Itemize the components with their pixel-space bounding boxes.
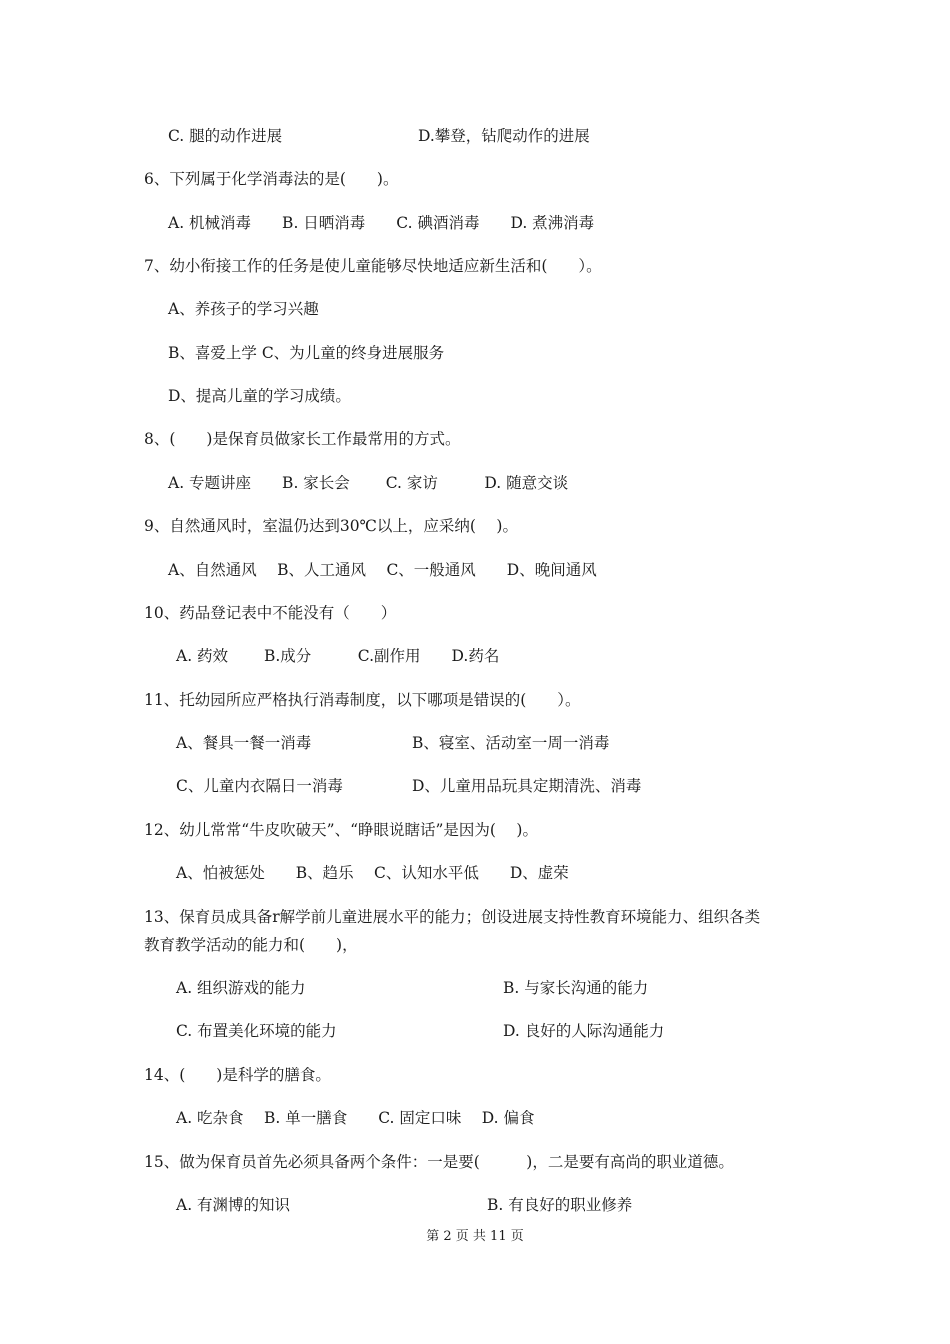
answer-option: D、提高儿童的学习成绩。: [168, 387, 351, 405]
answer-option: A. 吃杂食 B. 单一膳食 C. 固定口味 D. 偏食: [176, 1109, 535, 1127]
answer-option: A、怕被惩处 B、趋乐 C、认知水平低 D、虚荣: [176, 864, 569, 882]
answer-option: D. 良好的人际沟通能力: [503, 1022, 665, 1040]
question-text: 9、自然通风时，室温仍达到30℃以上，应采纳( )。: [144, 517, 518, 535]
answer-option: A. 药效 B.成分 C.副作用 D.药名: [176, 647, 500, 665]
question-text: 6、下列属于化学消毒法的是( )。: [144, 170, 399, 188]
page-footer: 第 2 页 共 11 页: [426, 1229, 524, 1244]
answer-option: C、儿童内衣隔日一消毒: [176, 777, 343, 795]
question-text: 10、药品登记表中不能没有（ ）: [144, 604, 397, 622]
answer-option: A. 组织游戏的能力: [176, 979, 306, 997]
question-text: 12、幼儿常常“牛皮吹破天”、“睁眼说瞎话”是因为( )。: [144, 821, 538, 839]
question-text: 14、( )是科学的膳食。: [144, 1066, 331, 1084]
question-text: 11、托幼园所应严格执行消毒制度，以下哪项是错误的( ）。: [144, 691, 581, 709]
question-text: 7、幼小衔接工作的任务是使儿童能够尽快地适应新生活和( ）。: [144, 257, 602, 275]
answer-option: A. 有渊博的知识: [176, 1196, 291, 1214]
answer-option: A. 专题讲座 B. 家长会 C. 家访 D. 随意交谈: [168, 474, 569, 492]
answer-option: B. 有良好的职业修养: [487, 1196, 633, 1214]
question-text: 13、保育员成具备r解学前儿童进展水平的能力；创设进展支持性教育环境能力、组织各类: [144, 908, 761, 926]
answer-option: B、寝室、活动室一周一消毒: [412, 734, 610, 752]
answer-option: A、自然通风 B、人工通风 C、一般通风 D、晚间通风: [168, 561, 597, 579]
answer-option: A、餐具一餐一消毒: [176, 734, 312, 752]
answer-option: B. 与家长沟通的能力: [503, 979, 649, 997]
answer-option: C. 布置美化环境的能力: [176, 1022, 337, 1040]
question-text: 教育教学活动的能力和( )，: [144, 936, 358, 954]
answer-option: A、养孩子的学习兴趣: [168, 300, 319, 318]
answer-option: C. 腿的动作进展: [168, 127, 283, 145]
answer-option: D、儿童用品玩具定期清洗、消毒: [412, 777, 642, 795]
answer-option: D.攀登，钻爬动作的进展: [418, 127, 590, 145]
question-text: 15、做为保育员首先必须具备两个条件：一是要( )，二是要有高尚的职业道德。: [144, 1153, 734, 1171]
answer-option: B、喜爱上学 C、为儿童的终身进展服务: [168, 344, 445, 362]
question-text: 8、( )是保育员做家长工作最常用的方式。: [144, 430, 461, 448]
answer-option: A. 机械消毒 B. 日晒消毒 C. 碘酒消毒 D. 煮沸消毒: [168, 214, 595, 232]
